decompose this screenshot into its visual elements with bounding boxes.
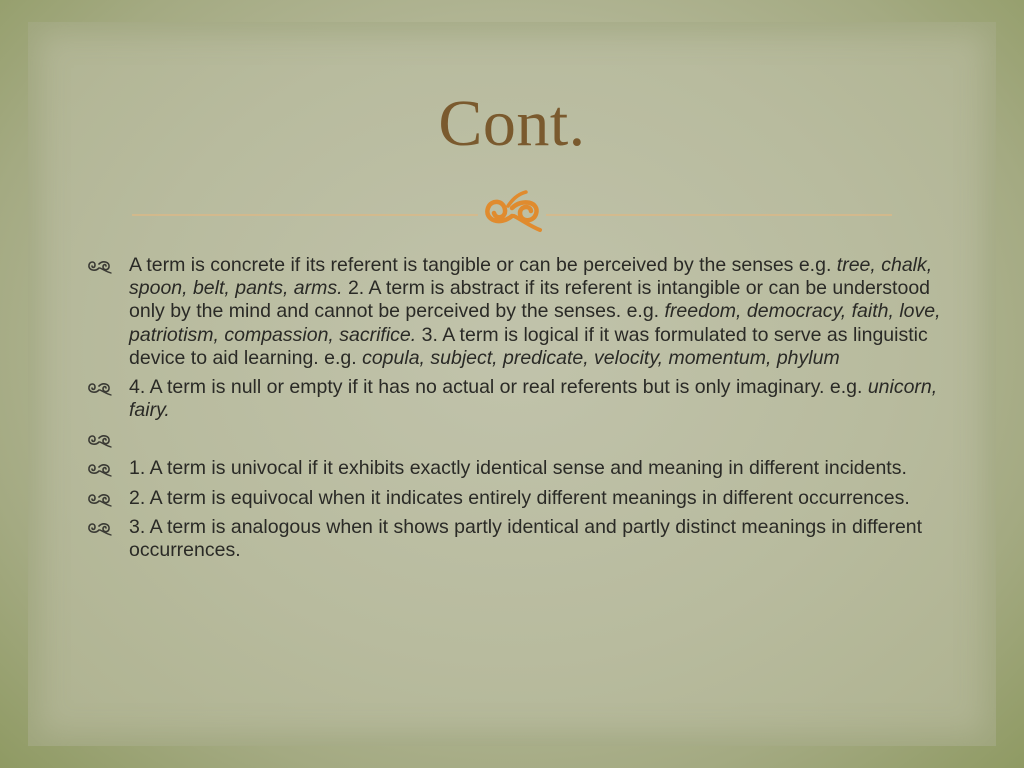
bullet-text: A term is concrete if its referent is tangible or can be perceived by the senses e.g.	[129, 254, 837, 276]
bullet-item	[86, 254, 946, 370]
bullet-text: 3. A term is analogous when it shows partly identical and partly distinct meanings in different occurrences.	[129, 515, 923, 562]
example-list: unicorn, fairy.	[129, 376, 938, 422]
bullet-item	[86, 457, 946, 480]
bullet-item	[86, 376, 946, 422]
example-list: copula, subject, predicate, velocity, momentum, phylum	[362, 346, 840, 369]
bullet-item-empty	[86, 428, 946, 451]
example-list: freedom, democracy, faith, love, patriotism, compassion, sacrifice.	[129, 300, 941, 346]
curly-swash-icon	[86, 519, 112, 536]
swash-ornament-icon	[478, 186, 546, 236]
bullet-item	[86, 487, 946, 510]
bullet-list	[86, 254, 946, 568]
curly-swash-icon	[86, 490, 112, 507]
divider-line-left	[132, 214, 478, 216]
bullet-text: 2. A term is abstract if its referent is intangible or can be understood only by the mind and cannot be perceived by the senses. e.g.	[129, 277, 931, 323]
curly-swash-icon	[86, 431, 112, 448]
example-list: tree, chalk, spoon, belt, pants, arms.	[129, 254, 933, 300]
bullet-text: 4. A term is null or empty if it has no actual or real referents but is only imaginary. e.g.	[129, 376, 868, 399]
bullet-text: 2. A term is equivocal when it indicates entirely different meanings in different occurrences.	[129, 486, 910, 509]
bullet-text: 1. A term is univocal if it exhibits exactly identical sense and meaning in different incidents.	[129, 457, 907, 480]
bullet-text: 3. A term is logical if it was formulated to serve as linguistic device to aid learning. e.g.	[129, 323, 928, 369]
curly-swash-icon	[86, 257, 112, 274]
slide-title: Cont.	[438, 87, 586, 160]
curly-swash-icon	[86, 460, 112, 477]
divider-line-right	[546, 214, 892, 216]
curly-swash-icon	[86, 379, 112, 396]
bullet-item	[86, 516, 946, 562]
